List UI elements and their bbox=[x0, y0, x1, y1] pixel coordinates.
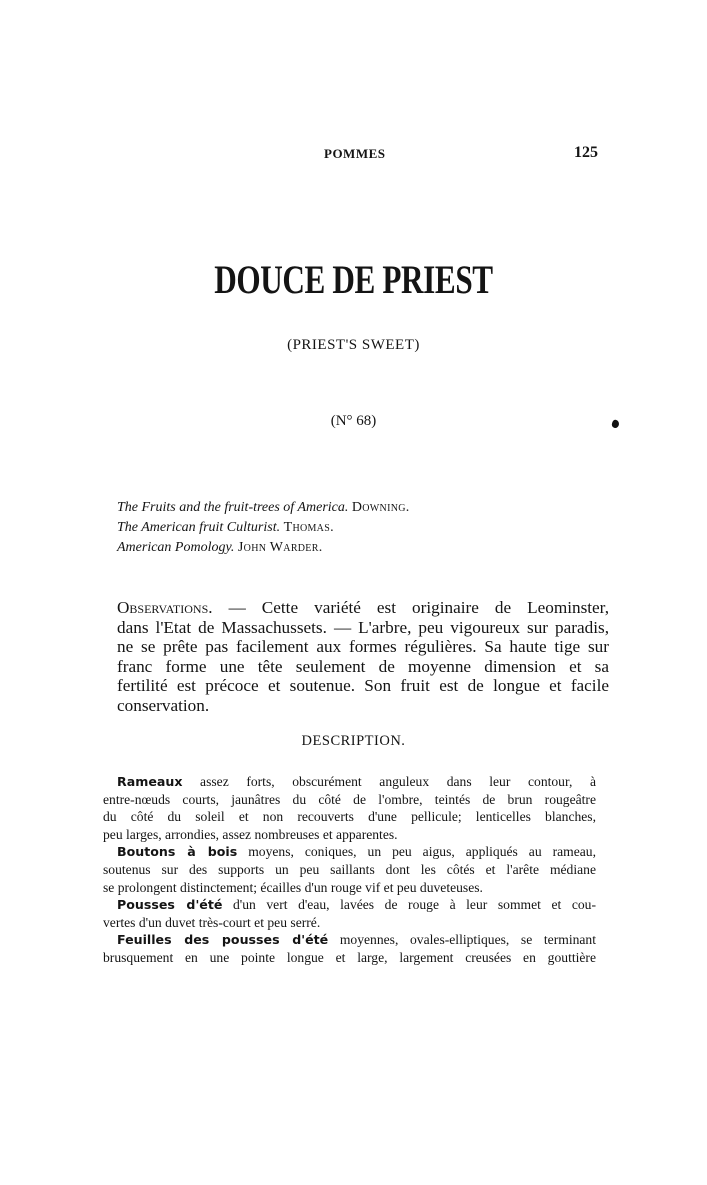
text-line: peu larges, arrondies, assez nombreuses et apparentes. bbox=[103, 826, 398, 842]
subtitle: (PRIEST'S SWEET) bbox=[287, 337, 420, 353]
text-line: conservation. bbox=[117, 695, 210, 715]
text-line bbox=[103, 843, 596, 861]
reference-item bbox=[117, 518, 410, 538]
reference-author: Thomas. bbox=[283, 520, 334, 535]
text-line: se prolongent distinctement; écailles d'un rouge vif et peu duveteuses. bbox=[103, 879, 483, 895]
text-line bbox=[103, 773, 596, 791]
entry-term: Feuilles des pousses d'été bbox=[117, 932, 329, 948]
running-title: POMMES bbox=[324, 146, 386, 161]
references bbox=[117, 498, 410, 558]
text-line: dans l'Etat de Massachussets. — L'arbre, peu vigoureux sur paradis, bbox=[117, 617, 609, 637]
text-segment: — Cette variété est originaire de Leominster, bbox=[212, 598, 609, 617]
reference-title: The Fruits and the fruit-trees of America. bbox=[117, 500, 349, 515]
text-segment: moyennes, ovales-elliptiques, se terminant bbox=[328, 932, 596, 948]
text-line: franc forme une tête seulement de moyenne dimension et sa bbox=[117, 656, 609, 676]
observations-label: Observations. bbox=[117, 598, 213, 617]
description-heading: DESCRIPTION. bbox=[301, 733, 406, 749]
text-line: entre-nœuds courts, jaunâtres du côté de l'ombre, teintés de brun rougeâtre bbox=[103, 791, 596, 807]
entry-term: Pousses d'été bbox=[117, 897, 223, 913]
entry-term: Rameaux bbox=[117, 774, 183, 789]
description-body bbox=[103, 773, 596, 967]
text-segment: moyens, coniques, un peu aigus, appliqués au rameau, bbox=[237, 844, 596, 860]
text-segment: d'un vert d'eau, lavées de rouge à leur sommet et cou- bbox=[222, 897, 596, 913]
reference-title: The American fruit Culturist. bbox=[117, 520, 281, 535]
text-line bbox=[117, 598, 609, 618]
entry-term: Boutons à bois bbox=[117, 844, 238, 860]
text-line: vertes d'un duvet très-court et peu serré. bbox=[103, 914, 321, 930]
text-line: ne se prête pas facilement aux formes régulières. Sa haute tige sur bbox=[117, 637, 609, 656]
page-title: DOUCE DE PRIEST bbox=[214, 257, 493, 302]
reference-item bbox=[117, 498, 410, 518]
reference-author: John Warder. bbox=[237, 540, 323, 555]
text-line: fertilité est précoce et soutenue. Son fruit est de longue et facile bbox=[117, 676, 609, 695]
variety-number: (N° 68) bbox=[330, 413, 377, 429]
reference-author: Downing. bbox=[351, 500, 410, 515]
reference-item bbox=[117, 538, 410, 558]
text-line: brusquement en une pointe longue et large, largement creusées en gouttière bbox=[103, 949, 596, 965]
text-line bbox=[103, 931, 596, 949]
text-segment: assez forts, obscurément anguleux dans leur contour, à bbox=[182, 774, 596, 789]
text-line bbox=[103, 896, 596, 914]
text-line: du côté du soleil et non recouverts d'une pellicule; lenticelles blanches, bbox=[103, 809, 596, 825]
reference-title: American Pomology. bbox=[117, 540, 235, 555]
page-number: 125 bbox=[574, 144, 598, 161]
observations-paragraph bbox=[117, 598, 609, 715]
text-line: soutenus sur des supports un peu saillants dont les côtés et l'arête médiane bbox=[103, 861, 596, 877]
